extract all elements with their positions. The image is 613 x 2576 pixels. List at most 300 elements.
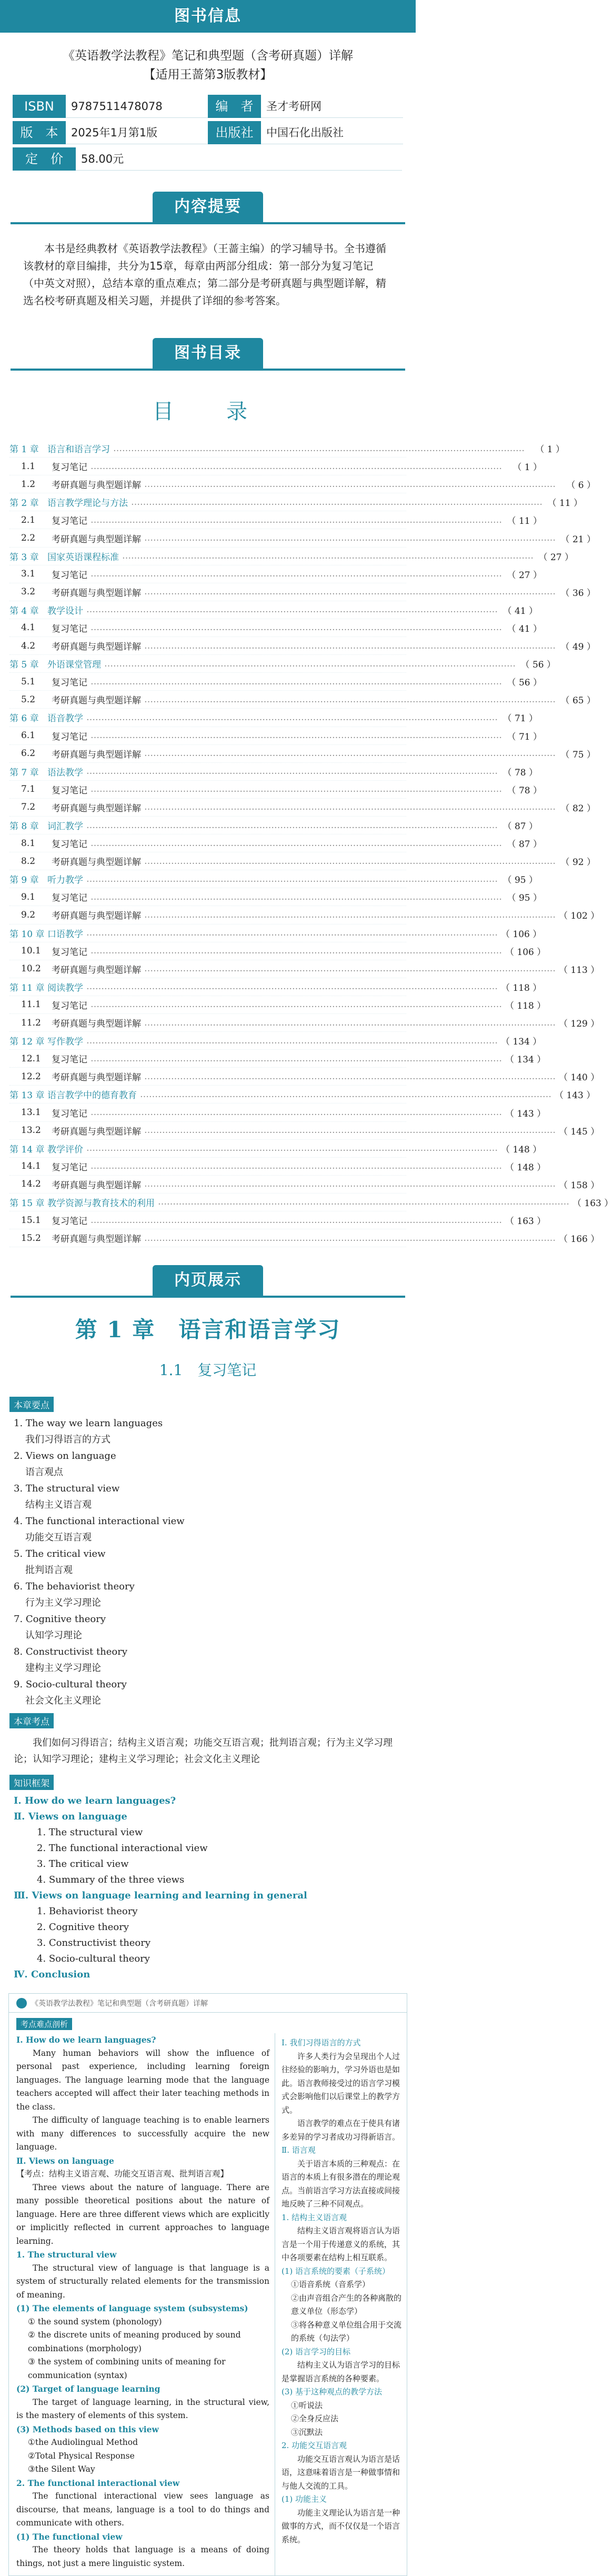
guide-item: 4. Socio-cultural theory xyxy=(37,1953,150,1965)
toc-leader: ………………………………………………………………………………………………………………………… xyxy=(104,658,516,669)
toc-leader: ………………………………………………………………………………………………………………………… xyxy=(91,569,502,580)
toc-chapter-row[interactable] xyxy=(9,601,538,619)
sample-paragraph: 结构主义认为语言学习的目标是掌握语言系统的各种要素。 xyxy=(282,2360,400,2383)
preview-banner: 内页展示 xyxy=(153,1265,263,1296)
edition-label: 版 本 xyxy=(13,121,66,144)
toc-page: （ 6 ） xyxy=(566,480,596,491)
sample-heading: 1. 结构主义语言观 xyxy=(282,2212,347,2222)
sample-list-item: ③the Silent Way xyxy=(28,2464,95,2474)
toc-section-row[interactable] xyxy=(9,583,596,601)
outline-item-zh: 社会文化主义理论 xyxy=(25,1695,101,1707)
toc-chapter-row[interactable] xyxy=(9,655,556,673)
outline-item-en: 1. The way we learn languages xyxy=(14,1418,163,1429)
outline-item-en: 8. Constructivist theory xyxy=(14,1646,128,1658)
toc-title: 考研真题与典型题详解 xyxy=(52,1126,141,1137)
sample-paragraph: 关于语言本质的三种观点：在语言的本质上有很多潜在的理论观点。当前语言学习方法直接或间接地反映了三种不同观点。 xyxy=(282,2159,400,2209)
toc-leader: ………………………………………………………………………………………………………………………… xyxy=(86,873,498,884)
sample-heading: Ⅱ. 语言观 xyxy=(282,2145,316,2155)
toc-number: 6.1 xyxy=(21,730,36,741)
sample-heading: 2. The functional interactional view xyxy=(16,2478,180,2488)
toc-leader: ………………………………………………………………………………………………………………………… xyxy=(122,551,534,562)
toc-heading: 目 录 xyxy=(153,400,263,424)
toc-title: 教学设计 xyxy=(47,605,83,616)
sample-list-item: ①语音系统（音系学） xyxy=(291,2280,370,2290)
toc-leader: ………………………………………………………………………………………………………………………… xyxy=(131,496,542,508)
toc-leader: ………………………………………………………………………………………………………………………… xyxy=(140,1089,551,1100)
toc-page: （ 134 ） xyxy=(501,1037,542,1048)
sample-paragraph: The structural view of language is that language is a system of structurally related elements for the transmission of meaning. xyxy=(16,2263,269,2300)
toc-page: （ 92 ） xyxy=(560,857,596,868)
toc-page: （ 87 ） xyxy=(507,839,542,850)
toc-leader: ………………………………………………………………………………………………………………………… xyxy=(86,928,498,939)
toc-page: （ 27 ） xyxy=(538,552,574,563)
toc-leader: ………………………………………………………………………………………………………………………… xyxy=(113,443,525,454)
toc-page: （ 11 ） xyxy=(507,516,542,527)
toc-title: 阅读教学 xyxy=(47,982,83,993)
toc-number: 4.2 xyxy=(21,640,36,651)
toc-section-row[interactable] xyxy=(9,888,542,906)
editor-value: 圣才考研网 xyxy=(261,95,403,118)
toc-title: 复习笔记 xyxy=(52,1108,87,1119)
toc-leader: ………………………………………………………………………………………………………………………… xyxy=(91,676,502,687)
sample-list-item: ①听说法 xyxy=(291,2400,323,2410)
toc-chapter-row[interactable] xyxy=(9,870,538,888)
toc-title: 考研真题与典型题详解 xyxy=(52,1234,141,1245)
toc-list xyxy=(9,440,613,1247)
toc-leader: ………………………………………………………………………………………………………………………… xyxy=(91,730,502,741)
chinese-column xyxy=(275,2033,407,2575)
publisher-label: 出版社 xyxy=(208,121,261,144)
toc-title: 考研真题与典型题详解 xyxy=(52,534,141,545)
toc-section-row[interactable] xyxy=(9,1103,546,1121)
guide-heading: Ⅲ. Views on language learning and learning in general xyxy=(14,1890,307,1902)
toc-section-row[interactable] xyxy=(9,1229,600,1247)
outline-item-zh: 结构主义语言观 xyxy=(25,1499,92,1511)
toc-title: 考研真题与典型题详解 xyxy=(52,803,141,814)
toc-title: 复习笔记 xyxy=(52,1000,87,1011)
toc-page: （ 49 ） xyxy=(560,642,596,653)
toc-leader: ………………………………………………………………………………………………………………………… xyxy=(86,820,498,831)
guide-tag: 知识框架 xyxy=(9,1775,54,1790)
toc-page: （ 106 ） xyxy=(501,929,542,940)
toc-section-row[interactable] xyxy=(9,1050,546,1068)
toc-page: （ 148 ） xyxy=(505,1162,546,1173)
toc-page: （ 56 ） xyxy=(520,660,556,671)
sample-list-item: ③沉默法 xyxy=(291,2427,323,2437)
info-row-edition xyxy=(13,121,403,144)
toc-section-row[interactable] xyxy=(9,1014,600,1032)
toc-leader: ………………………………………………………………………………………………………………………… xyxy=(91,999,502,1010)
guide-heading: Ⅰ. How do we learn languages? xyxy=(14,1795,176,1807)
sample-list-item: ③ the system of combining units of meaning for communication (syntax) xyxy=(28,2357,226,2380)
toc-title: 语言教学中的德育教育 xyxy=(47,1090,137,1101)
toc-chapter-row[interactable] xyxy=(9,1193,613,1211)
toc-title: 复习笔记 xyxy=(52,839,87,850)
toc-section-row[interactable] xyxy=(9,619,542,637)
toc-title: 考研真题与典型题详解 xyxy=(52,964,141,976)
outline-item-en: 5. The critical view xyxy=(14,1548,106,1560)
toc-section-row[interactable] xyxy=(9,1122,600,1140)
toc-page: （ 11 ） xyxy=(547,498,582,509)
toc-page: （ 78 ） xyxy=(507,785,542,796)
isbn-value: 9787511478078 xyxy=(66,95,208,118)
toc-chapter-row[interactable] xyxy=(9,1032,542,1050)
guide-item: 4. Summary of the three views xyxy=(37,1874,185,1886)
sample-paragraph: 功能主义理论认为语言是一种做事的方式，而不仅仅是一个语言系统。 xyxy=(282,2508,400,2544)
toc-leader: ………………………………………………………………………………………………………………………… xyxy=(91,946,502,957)
toc-page: （ 129 ） xyxy=(559,1019,600,1030)
toc-page: （ 95 ） xyxy=(507,893,542,904)
toc-leader: ………………………………………………………………………………………………………………………… xyxy=(144,479,556,490)
toc-leader: ………………………………………………………………………………………………………………………… xyxy=(158,1197,569,1208)
sample-heading: (1) The elements of language system (subsystems) xyxy=(16,2303,248,2314)
toc-page: （ 65 ） xyxy=(560,695,596,707)
toc-section-row[interactable] xyxy=(9,673,542,691)
intro-text: 本书是经典教材《英语教学法教程》（王蔷主编）的学习辅导书。全书遵循该教材的章目编排，共分为15章，每章由两部分组成：第一部分为复习笔记（中英文对照），总结本章的重点难点；第二部分是考研真题与典型题详解，精选名校考研真题及相关习题，并提供了详细的参考答案。 xyxy=(23,242,386,307)
toc-number: 第 8 章 xyxy=(9,821,39,832)
toc-number: 10.1 xyxy=(21,946,41,957)
toc-section-row[interactable] xyxy=(9,457,542,475)
toc-chapter-row[interactable] xyxy=(9,1086,596,1103)
sample-heading: (3) 基于这种观点的教学方法 xyxy=(282,2387,383,2397)
toc-title: 复习笔记 xyxy=(52,623,87,634)
toc-number: 3.1 xyxy=(21,569,36,580)
toc-title: 考研真题与典型题详解 xyxy=(52,588,141,599)
toc-leader: ………………………………………………………………………………………………………………………… xyxy=(91,1161,502,1172)
toc-leader: ………………………………………………………………………………………………………………………… xyxy=(144,1071,556,1082)
toc-number: 8.2 xyxy=(21,856,36,867)
toc-section-row[interactable] xyxy=(9,834,542,852)
toc-number: 14.2 xyxy=(21,1179,41,1190)
outline-item-en: 9. Socio-cultural theory xyxy=(14,1679,127,1690)
toc-leader: ………………………………………………………………………………………………………………………… xyxy=(86,1035,498,1046)
toc-leader: ………………………………………………………………………………………………………………………… xyxy=(144,1232,556,1244)
toc-page: （ 143 ） xyxy=(555,1090,596,1101)
toc-title: 考研真题与典型题详解 xyxy=(52,857,141,868)
toc-title: 考研真题与典型题详解 xyxy=(52,749,141,760)
sample-heading: Ⅰ. How do we learn languages? xyxy=(16,2035,156,2045)
toc-title: 教学资源与教育技术的利用 xyxy=(47,1198,155,1209)
sample-page xyxy=(8,1993,407,2576)
sample-paragraph: 功能交互语言观认为语言是话语，这意味着语言是一种做事情和与他人交流的工具。 xyxy=(282,2454,400,2491)
toc-leader: ………………………………………………………………………………………………………………………… xyxy=(91,1215,502,1226)
toc-page: （ 148 ） xyxy=(501,1144,542,1155)
outline-item-en: 4. The functional interactional view xyxy=(14,1516,185,1527)
guide-item: 2. The functional interactional view xyxy=(37,1843,208,1854)
toc-page: （ 41 ） xyxy=(503,605,538,616)
chapter-outline xyxy=(0,1415,416,1709)
toc-page: （ 1 ） xyxy=(535,444,565,455)
toc-leader: ………………………………………………………………………………………………………………………… xyxy=(144,856,556,867)
toc-section-row[interactable] xyxy=(9,565,542,583)
toc-page: （ 118 ） xyxy=(505,1000,546,1011)
toc-leader: ………………………………………………………………………………………………………………………… xyxy=(144,1179,556,1190)
sample-list-item: ② the discrete units of meaning produced by sound combinations (morphology) xyxy=(28,2330,241,2353)
guide-item: 3. Constructivist theory xyxy=(37,1937,151,1949)
sample-heading: 1. The structural view xyxy=(16,2250,117,2260)
toc-title: 复习笔记 xyxy=(52,785,87,796)
sample-list-item: ②全身反应法 xyxy=(291,2414,339,2424)
sample-paragraph: 许多人类行为会呈现出个人过往经验的影响力，学习外语也是如此。语言教师接受过的语言学习模式会影响他们以后课堂上的教学方式。 xyxy=(282,2051,400,2115)
toc-number: 5.1 xyxy=(21,676,36,687)
toc-chapter-row[interactable] xyxy=(9,709,538,727)
sample-list-item: ①the Audiolingual Method xyxy=(28,2438,138,2448)
publisher-value: 中国石化出版社 xyxy=(261,121,403,144)
sample-heading: (3) Methods based on this view xyxy=(16,2424,159,2434)
chapter-title: 第 1 章 语言和语言学习 xyxy=(75,1317,341,1343)
toc-leader: ………………………………………………………………………………………………………………………… xyxy=(91,838,502,849)
toc-section-row[interactable] xyxy=(9,691,596,709)
toc-leader: ………………………………………………………………………………………………………………………… xyxy=(86,604,498,615)
toc-title: 考研真题与典型题详解 xyxy=(52,1072,141,1083)
toc-page: （ 134 ） xyxy=(505,1055,546,1066)
section-title: 1.1 复习笔记 xyxy=(159,1361,257,1379)
outline-item-zh: 功能交互语言观 xyxy=(25,1532,92,1544)
toc-title: 考研真题与典型题详解 xyxy=(52,911,141,922)
toc-chapter-row[interactable] xyxy=(9,763,538,781)
toc-number: 12.2 xyxy=(21,1071,41,1082)
english-column xyxy=(9,2033,275,2575)
sample-list-item: ②Total Physical Response xyxy=(28,2451,135,2461)
outline-item-en: 3. The structural view xyxy=(14,1483,120,1495)
sample-page-header-text: 《英语教学法教程》笔记和典型题（含考研真题）详解 xyxy=(31,1999,208,2008)
toc-section-row[interactable] xyxy=(9,529,596,547)
guide-heading: Ⅳ. Conclusion xyxy=(14,1969,91,1981)
toc-page: （ 71 ） xyxy=(503,713,538,724)
toc-number: 15.2 xyxy=(21,1232,41,1244)
toc-title: 考研真题与典型题详解 xyxy=(52,695,141,707)
toc-number: 13.2 xyxy=(21,1125,41,1136)
toc-title: 写作教学 xyxy=(47,1037,83,1048)
toc-section-row[interactable] xyxy=(9,511,542,529)
guide-item: 3. The critical view xyxy=(37,1858,129,1870)
toc-number: 15.1 xyxy=(21,1215,41,1226)
toc-page: （ 95 ） xyxy=(503,875,538,886)
toc-page: （ 75 ） xyxy=(560,749,596,760)
toc-section-row[interactable] xyxy=(9,1211,546,1229)
publisher-logo-icon xyxy=(16,1998,27,2008)
toc-number: 8.1 xyxy=(21,838,36,849)
toc-chapter-row[interactable] xyxy=(9,548,574,565)
toc-leader: ………………………………………………………………………………………………………………………… xyxy=(86,1143,498,1154)
outline-item-en: 2. Views on language xyxy=(14,1450,116,1462)
toc-number: 2.1 xyxy=(21,514,36,525)
toc-title: 听力教学 xyxy=(47,875,83,886)
sample-paragraph: The difficulty of language teaching is to enable learners with many differences to successfully acquire the new language. xyxy=(16,2115,269,2152)
toc-leader: ………………………………………………………………………………………………………………………… xyxy=(144,748,556,759)
toc-title: 复习笔记 xyxy=(52,462,87,473)
toc-title: 语言教学理论与方法 xyxy=(47,498,128,509)
toc-page: （ 166 ） xyxy=(559,1234,600,1245)
toc-title: 词汇教学 xyxy=(47,821,83,832)
toc-leader: ………………………………………………………………………………………………………………………… xyxy=(144,694,556,705)
toc-title: 复习笔记 xyxy=(52,1162,87,1173)
toc-title: 考研真题与典型题详解 xyxy=(52,1019,141,1030)
sample-list-item: ③将各种意义单位组合用于交流的系统（句法学） xyxy=(291,2320,402,2343)
toc-page: （ 143 ） xyxy=(505,1108,546,1119)
toc-leader: ………………………………………………………………………………………………………………………… xyxy=(91,622,502,633)
toc-title: 复习笔记 xyxy=(52,516,87,527)
sample-paragraph: The functional interactional view sees language as discourse, that means, language is a tool to do things and communicate with others. xyxy=(16,2491,269,2528)
toc-number: 9.1 xyxy=(21,891,36,902)
editor-label: 编 者 xyxy=(208,95,261,118)
toc-title: 复习笔记 xyxy=(52,678,87,689)
toc-leader: ………………………………………………………………………………………………………………………… xyxy=(86,712,498,723)
toc-leader: ………………………………………………………………………………………………………………………… xyxy=(91,461,502,472)
sample-heading: (1) 功能主义 xyxy=(282,2494,327,2504)
table-of-contents xyxy=(9,381,613,1247)
sample-heading: Ⅱ. Views on language xyxy=(16,2155,114,2166)
toc-leader: ………………………………………………………………………………………………………………………… xyxy=(144,1125,556,1136)
toc-number: 第 6 章 xyxy=(9,713,39,724)
toc-leader: ………………………………………………………………………………………………………………………… xyxy=(86,981,498,992)
guide-heading: Ⅱ. Views on language xyxy=(14,1811,127,1823)
guide-item: 1. Behaviorist theory xyxy=(37,1906,138,1917)
toc-leader: ………………………………………………………………………………………………………………………… xyxy=(91,1107,502,1118)
outline-item-zh: 认知学习理论 xyxy=(25,1630,82,1642)
guide-item: 2. Cognitive theory xyxy=(37,1922,129,1933)
toc-page: （ 21 ） xyxy=(560,534,596,545)
sample-heading: (2) Target of language learning xyxy=(16,2384,160,2394)
toc-number: 2.2 xyxy=(21,533,36,544)
book-title-line1: 《英语教学法教程》笔记和典型题（含考研真题）详解 xyxy=(63,49,353,63)
toc-number: 1.1 xyxy=(21,461,36,472)
outline-item-en: 7. Cognitive theory xyxy=(14,1614,106,1625)
toc-title: 语音教学 xyxy=(47,713,83,724)
toc-number: 第 7 章 xyxy=(9,767,39,778)
book-title-line2: 【适用王蔷第3版教材】 xyxy=(143,68,273,82)
toc-page: （ 113 ） xyxy=(559,964,600,976)
info-row-isbn xyxy=(13,95,403,118)
toc-banner: 图书目录 xyxy=(153,338,263,369)
sample-page-header xyxy=(9,1994,407,2013)
toc-banner-wrap xyxy=(0,338,416,369)
toc-chapter-row[interactable] xyxy=(9,924,542,942)
toc-number: 11.2 xyxy=(21,1017,41,1028)
toc-section-row[interactable] xyxy=(9,727,542,745)
toc-leader: ………………………………………………………………………………………………………………………… xyxy=(91,891,502,902)
toc-section-row[interactable] xyxy=(9,942,546,960)
toc-number: 5.2 xyxy=(21,694,36,705)
toc-title: 复习笔记 xyxy=(52,1055,87,1066)
sample-paragraph: 【考点：结构主义语言观、功能交互语言观、批判语言观】 xyxy=(16,2169,229,2179)
toc-title: 考研真题与典型题详解 xyxy=(52,480,141,491)
toc-leader: ………………………………………………………………………………………………………………………… xyxy=(91,784,502,795)
sample-list-item: ②由声音组合产生的各种离散的意义单位（形态学） xyxy=(291,2293,402,2316)
toc-leader: ………………………………………………………………………………………………………………………… xyxy=(86,766,498,777)
sample-paragraph: Three views about the nature of language. There are many possible theoretical positions about the nature of language. Here are three different views which are explicitly or implicitly reflected in current approaches to language learning. xyxy=(16,2182,269,2246)
toc-number: 第 2 章 xyxy=(9,498,39,509)
toc-page: （ 82 ） xyxy=(560,803,596,814)
toc-title: 口语教学 xyxy=(47,929,83,940)
book-title xyxy=(0,33,416,92)
sample-heading: 2. 功能交互语言观 xyxy=(282,2441,347,2451)
toc-number: 第 11 章 xyxy=(9,982,45,993)
toc-chapter-row[interactable] xyxy=(9,493,582,511)
toc-number: 第 10 章 xyxy=(9,929,45,940)
sample-list-item: ① the sound system (phonology) xyxy=(28,2316,162,2326)
toc-number: 4.1 xyxy=(21,622,36,633)
toc-section-row[interactable] xyxy=(9,1176,600,1193)
sample-paragraph: Many human behaviors will show the influence of personal past experience, including learning foreign languages. The language learning mode that the language teachers accepted will affect their later teaching methods in the class. xyxy=(16,2048,269,2112)
toc-number: 10.2 xyxy=(21,963,41,974)
toc-chapter-row[interactable] xyxy=(9,440,565,457)
toc-title: 教学评价 xyxy=(47,1144,83,1155)
sample-heading: Ⅰ. 我们习得语言的方式 xyxy=(282,2038,361,2048)
outline-item-zh: 建构主义学习理论 xyxy=(25,1663,101,1674)
review-tag: 本章考点 xyxy=(9,1713,54,1728)
guide-item: 1. The structural view xyxy=(37,1827,143,1838)
outline-item-zh: 批判语言观 xyxy=(25,1565,73,1576)
toc-page: （ 36 ） xyxy=(560,588,596,599)
toc-page: （ 140 ） xyxy=(559,1072,600,1083)
outline-item-zh: 我们习得语言的方式 xyxy=(25,1434,110,1446)
toc-section-row[interactable] xyxy=(9,745,596,763)
toc-leader: ………………………………………………………………………………………………………………………… xyxy=(144,533,556,544)
toc-page: （ 106 ） xyxy=(505,947,546,958)
toc-page: （ 1 ） xyxy=(512,462,542,473)
toc-title: 语言和语言学习 xyxy=(47,444,110,455)
toc-number: 13.1 xyxy=(21,1107,41,1118)
isbn-label: ISBN xyxy=(13,95,66,118)
toc-page: （ 163 ） xyxy=(505,1216,546,1227)
toc-section-row[interactable] xyxy=(9,906,600,924)
toc-number: 11.1 xyxy=(21,999,41,1010)
toc-page: （ 41 ） xyxy=(507,623,542,634)
toc-chapter-row[interactable] xyxy=(9,1140,542,1158)
toc-title: 语法教学 xyxy=(47,767,83,778)
toc-page: （ 145 ） xyxy=(559,1126,600,1137)
sample-paragraph: The theory holds that language is a means of doing things, not just a mere linguistic system. xyxy=(16,2545,269,2568)
book-info-banner: 图书信息 xyxy=(0,0,416,33)
toc-number: 第 4 章 xyxy=(9,605,39,616)
sample-heading: (1) The functional view xyxy=(16,2531,123,2542)
toc-section-row[interactable] xyxy=(9,1068,600,1086)
toc-section-row[interactable] xyxy=(9,475,596,493)
toc-page: （ 56 ） xyxy=(507,678,542,689)
outline-item-zh: 语言观点 xyxy=(25,1467,63,1478)
toc-leader: ………………………………………………………………………………………………………………………… xyxy=(144,640,556,651)
toc-section-row[interactable] xyxy=(9,852,596,870)
toc-section-row[interactable] xyxy=(9,799,596,817)
toc-leader: ………………………………………………………………………………………………………………………… xyxy=(91,1053,502,1064)
toc-section-row[interactable] xyxy=(9,781,542,799)
toc-section-row[interactable] xyxy=(9,1158,546,1176)
toc-number: 7.2 xyxy=(21,802,36,813)
info-row-price xyxy=(13,147,403,171)
toc-page: （ 118 ） xyxy=(501,982,542,993)
toc-number: 第 1 章 xyxy=(9,444,39,455)
toc-page: （ 102 ） xyxy=(559,911,600,922)
toc-page: （ 27 ） xyxy=(507,570,542,581)
toc-number: 1.2 xyxy=(21,479,36,490)
toc-section-row[interactable] xyxy=(9,960,600,978)
toc-chapter-row[interactable] xyxy=(9,978,542,996)
knowledge-framework xyxy=(0,1793,416,1983)
toc-section-row[interactable] xyxy=(9,996,546,1014)
toc-leader: ………………………………………………………………………………………………………………………… xyxy=(91,514,502,525)
toc-number: 7.1 xyxy=(21,784,36,795)
outline-tag: 本章要点 xyxy=(9,1397,54,1412)
toc-number: 3.2 xyxy=(21,586,36,598)
toc-leader: ………………………………………………………………………………………………………………………… xyxy=(144,909,556,920)
toc-section-row[interactable] xyxy=(9,637,596,655)
sample-paragraph: The target of language learning, in the structural view, is the mastery of elements of this system. xyxy=(16,2397,269,2421)
sample-paragraph: 语言教学的难点在于使具有诸多差异的学习者成功习得新语言。 xyxy=(282,2119,400,2142)
toc-chapter-row[interactable] xyxy=(9,817,538,834)
toc-title: 考研真题与典型题详解 xyxy=(52,642,141,653)
intro-banner-wrap xyxy=(0,192,416,222)
